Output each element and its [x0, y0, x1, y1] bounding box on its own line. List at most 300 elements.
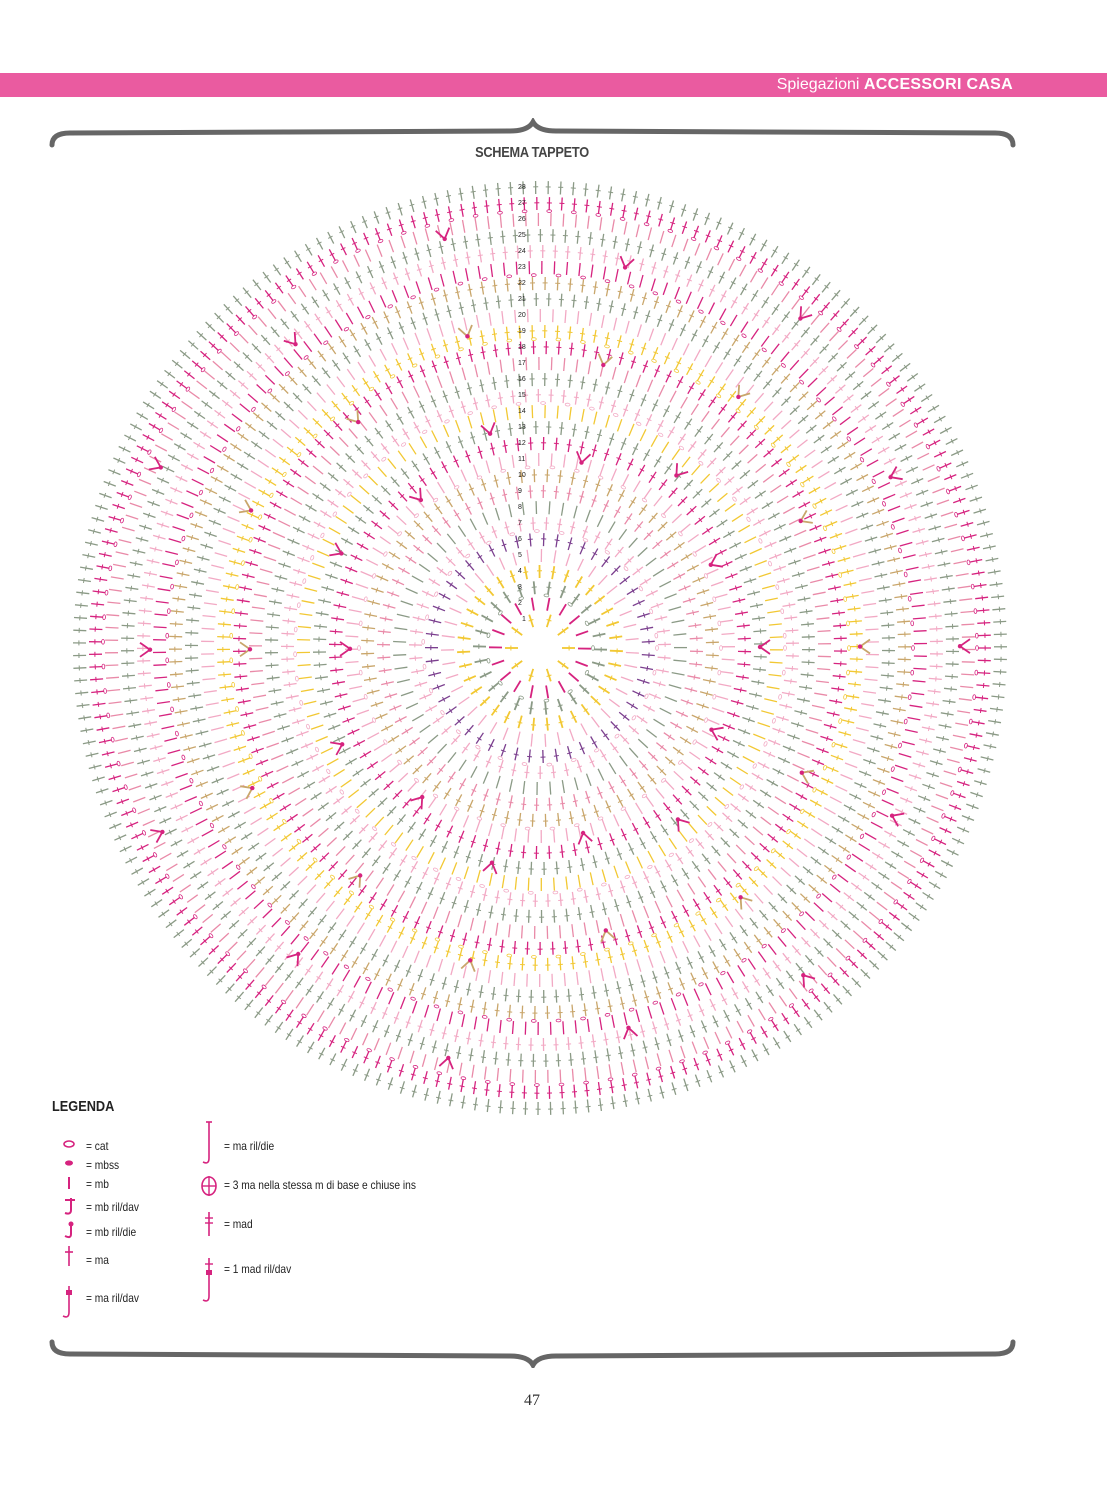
stitch: [425, 228, 428, 241]
stitch: [792, 319, 800, 329]
stitch: [385, 825, 393, 835]
stitch-tick: [664, 629, 665, 634]
stitch: [345, 636, 358, 637]
stitch: [169, 662, 182, 663]
stitch: [204, 603, 217, 605]
stitch: [341, 780, 352, 787]
stitch: [761, 711, 774, 715]
stitch: [817, 669, 830, 670]
stitch: [173, 698, 186, 700]
stitch: [186, 670, 199, 671]
stitch: [556, 438, 557, 451]
stitch-tick: [196, 706, 197, 711]
stitch: [648, 752, 657, 761]
stitch: [499, 558, 504, 570]
stitch: [674, 771, 684, 780]
stitch: [773, 435, 783, 444]
stitch: [749, 877, 758, 887]
stitch: [281, 926, 290, 936]
stitch: [485, 297, 487, 310]
stitch: [247, 938, 256, 947]
stitch: [636, 803, 643, 814]
stitch: [954, 561, 967, 564]
stitch: [311, 793, 322, 800]
stitch: [483, 772, 488, 784]
stitch: [723, 813, 733, 822]
stitch: [272, 918, 281, 927]
stitch-tick: [455, 292, 460, 293]
stitch-tick: [616, 635, 617, 640]
stitch: [333, 796, 343, 804]
stitch-tick: [614, 905, 619, 906]
stitch: [330, 447, 339, 456]
stitch: [432, 526, 441, 536]
stitch: [669, 685, 682, 689]
stitch: [818, 965, 827, 975]
stitch: [796, 465, 807, 472]
stitch: [797, 849, 807, 857]
stitch-tick: [372, 600, 373, 605]
stitch-tick: [828, 561, 829, 566]
stitch: [575, 1020, 576, 1033]
stitch-tick: [503, 866, 508, 867]
stitch: [584, 1003, 586, 1016]
stitch: [218, 674, 231, 675]
stitch: [769, 1003, 776, 1014]
stitch: [555, 749, 557, 762]
stitch: [698, 297, 704, 309]
stitch: [512, 455, 514, 468]
stitch: [636, 375, 641, 387]
stitch-tick: [571, 478, 576, 479]
stitch: [684, 239, 688, 251]
stitch: [283, 620, 296, 621]
stitch: [810, 357, 819, 366]
stitch-tick: [580, 382, 585, 383]
stitch: [265, 375, 274, 384]
stitch: [565, 941, 566, 954]
stitch: [821, 446, 832, 453]
stitch: [629, 538, 638, 548]
stitch-tick: [647, 626, 648, 631]
stitch-tick: [195, 593, 196, 598]
stitch: [815, 411, 825, 419]
stitch: [437, 567, 447, 575]
stitch: [180, 785, 192, 790]
stitch: [413, 232, 417, 245]
stitch: [173, 527, 185, 531]
stitch: [470, 1048, 472, 1061]
stitch: [438, 744, 447, 753]
stitch-tick: [516, 868, 521, 869]
stitch: [614, 318, 617, 331]
stitch: [494, 328, 496, 341]
stitch-tick: [291, 695, 292, 700]
stitch: [291, 934, 299, 944]
stitch-tick: [786, 704, 787, 709]
stitch: [353, 840, 362, 850]
stitch: [223, 528, 235, 533]
stitch: [592, 249, 594, 262]
stitch: [558, 1054, 559, 1067]
stitch-tick: [158, 535, 159, 540]
stitch-tick: [529, 708, 534, 709]
stitch: [832, 826, 843, 833]
stitch: [255, 877, 265, 885]
stitch: [660, 951, 665, 963]
stitch: [389, 501, 398, 510]
stitch-tick: [342, 591, 343, 596]
stitch: [261, 335, 270, 345]
stitch: [164, 738, 177, 741]
stitch: [202, 666, 215, 667]
stitch: [560, 1006, 561, 1019]
stitch: [461, 1079, 463, 1092]
stitch: [413, 1001, 417, 1013]
stitch: [865, 833, 876, 839]
stitch: [908, 718, 921, 720]
stitch: [727, 854, 736, 864]
stitch: [632, 910, 636, 922]
stitch-tick: [483, 960, 488, 961]
stitch: [190, 808, 202, 814]
stitch: [416, 281, 420, 293]
stitch: [563, 1021, 564, 1034]
stitch: [260, 569, 273, 573]
stitch: [526, 357, 527, 370]
stitch: [831, 688, 844, 690]
stitch: [274, 823, 285, 830]
stitch: [138, 623, 151, 624]
stitch: [912, 442, 923, 448]
stitch: [561, 294, 562, 307]
stitch: [291, 498, 302, 505]
stitch: [898, 634, 911, 635]
stitch: [508, 1053, 509, 1066]
stitch: [349, 610, 362, 613]
stitch: [471, 687, 482, 694]
stitch: [352, 957, 359, 968]
stitch: [903, 555, 916, 558]
stitch: [850, 659, 863, 660]
stitch-tick: [621, 308, 626, 309]
stitch: [715, 923, 722, 934]
stitch: [861, 921, 871, 930]
stitch: [275, 983, 283, 993]
stitch: [857, 902, 867, 910]
stitch: [251, 471, 262, 478]
stitch: [204, 457, 215, 463]
stitch: [560, 1070, 561, 1083]
stitch: [481, 412, 484, 425]
stitch: [857, 950, 866, 959]
stitch: [122, 625, 135, 626]
stitch: [576, 662, 588, 667]
stitch: [346, 313, 353, 324]
stitch-tick: [693, 610, 694, 615]
stitch: [331, 266, 337, 277]
stitch: [772, 324, 780, 334]
stitch: [301, 689, 314, 691]
stitch: [237, 881, 247, 889]
stitch: [597, 1002, 599, 1015]
stitch-tick: [443, 295, 448, 296]
stitch: [288, 293, 296, 304]
stitch: [747, 430, 756, 439]
stitch: [572, 956, 573, 969]
stitch: [157, 702, 170, 704]
stitch: [414, 521, 423, 530]
stitch: [608, 917, 611, 930]
stitch: [659, 385, 665, 397]
stitch: [254, 900, 264, 909]
stitch: [217, 662, 230, 663]
stitch-tick: [483, 433, 488, 434]
stitch: [262, 403, 272, 412]
stitch: [594, 281, 596, 294]
stitch: [331, 618, 344, 620]
stitch: [880, 687, 893, 689]
stitch: [406, 588, 418, 593]
stitch: [802, 662, 815, 663]
stitch: [236, 688, 249, 690]
stitch: [810, 580, 823, 583]
stitch-tick: [326, 586, 327, 591]
stitch: [408, 483, 416, 493]
stitch-tick: [835, 586, 836, 591]
stitch: [369, 789, 379, 798]
stitch: [508, 343, 509, 356]
stitch: [531, 734, 532, 747]
stitch: [423, 773, 432, 783]
stitch: [309, 279, 316, 290]
stitch: [900, 543, 913, 547]
stitch: [492, 630, 504, 635]
stitch: [430, 468, 437, 479]
stitch: [187, 895, 198, 903]
stitch: [490, 906, 492, 919]
stitch: [327, 759, 338, 765]
stitch: [820, 323, 829, 333]
stitch: [204, 691, 217, 693]
stitch: [864, 892, 874, 900]
stitch: [273, 439, 283, 447]
stitch: [313, 418, 322, 427]
stitch: [307, 401, 316, 410]
stitch: [268, 544, 280, 549]
stitch: [527, 550, 529, 563]
stitch: [782, 332, 790, 342]
stitch: [395, 667, 408, 669]
stitch: [734, 949, 741, 960]
stitch: [885, 862, 896, 869]
stitch: [597, 1066, 599, 1079]
stitch-tick: [584, 897, 589, 898]
stitch-tick: [492, 814, 497, 815]
stitch: [208, 578, 221, 581]
stitch: [513, 1021, 514, 1034]
stitch: [213, 902, 223, 910]
stitch: [602, 869, 606, 882]
stitch-tick: [202, 556, 203, 561]
stitch-tick: [149, 571, 150, 576]
stitch: [665, 697, 677, 702]
stitch-tick: [507, 899, 512, 900]
stitch: [648, 380, 653, 392]
stitch-tick: [597, 1089, 602, 1090]
stitch: [576, 360, 578, 373]
stitch: [421, 902, 426, 914]
stitch: [507, 279, 508, 292]
stitch-tick: [247, 573, 248, 578]
stitch: [356, 584, 368, 588]
stitch: [466, 268, 469, 281]
stitch: [858, 415, 869, 423]
stitch: [576, 457, 579, 470]
stitch-tick: [652, 1028, 657, 1029]
stitch-tick: [580, 447, 585, 448]
stitch: [514, 681, 521, 692]
stitch: [138, 673, 151, 674]
stitch: [944, 688, 957, 689]
stitch-tick: [560, 852, 565, 853]
stitch: [505, 1037, 506, 1050]
stitch: [394, 628, 407, 630]
stitch: [486, 1083, 488, 1096]
stitch: [272, 895, 281, 904]
stitch: [600, 750, 607, 761]
stitch: [304, 428, 314, 437]
stitch: [821, 984, 829, 994]
stitch: [789, 858, 799, 866]
stitch: [342, 806, 352, 814]
stitch: [801, 674, 814, 675]
stitch-tick: [903, 682, 904, 687]
stitch: [304, 341, 312, 351]
stitch: [669, 488, 678, 498]
stitch: [648, 1006, 652, 1018]
stitch: [251, 818, 262, 825]
stitch: [256, 707, 269, 710]
stitch: [428, 553, 438, 561]
stitch: [832, 407, 842, 415]
stitch: [528, 830, 529, 843]
stitch: [256, 362, 265, 371]
stitch: [433, 716, 444, 724]
stitch: [521, 1054, 522, 1067]
stitch-tick: [500, 946, 505, 947]
stitch: [235, 613, 248, 615]
stitch-tick: [493, 350, 498, 351]
stitch: [655, 901, 660, 913]
stitch: [758, 868, 767, 877]
stitch: [882, 663, 895, 664]
stitch-tick: [274, 688, 275, 693]
stitch: [767, 860, 777, 869]
stitch: [284, 402, 293, 411]
stitch-tick: [480, 659, 481, 664]
stitch: [726, 1027, 732, 1039]
stitch-tick: [632, 1000, 637, 1001]
stitch: [811, 829, 822, 836]
stitch: [278, 301, 286, 311]
stitch: [239, 857, 250, 865]
stitch: [433, 907, 438, 919]
stitch: [233, 505, 245, 511]
stitch: [572, 472, 575, 485]
stitch: [142, 585, 155, 587]
stitch-tick: [885, 698, 886, 703]
stitch: [764, 699, 777, 702]
stitch: [698, 767, 708, 775]
stitch: [289, 420, 299, 429]
stitch: [693, 899, 700, 910]
stitch-tick: [445, 1001, 450, 1002]
stitch: [375, 772, 385, 780]
stitch-tick: [580, 865, 585, 866]
stitch-tick: [570, 527, 575, 528]
stitch-tick: [470, 1006, 475, 1007]
stitch: [755, 439, 765, 448]
stitch: [518, 1037, 519, 1050]
stitch: [124, 600, 137, 602]
stitch-tick: [585, 1090, 590, 1091]
stitch-tick: [613, 939, 618, 940]
stitch: [403, 338, 408, 350]
stitch: [252, 344, 261, 353]
stitch: [660, 1002, 664, 1014]
stitch: [639, 505, 647, 515]
stitch: [579, 263, 580, 276]
stitch: [906, 431, 917, 438]
stitch: [564, 358, 565, 371]
stitch: [391, 398, 398, 409]
stitch: [570, 729, 574, 741]
stitch-tick: [848, 719, 849, 724]
stitch-tick: [830, 724, 831, 729]
stitch: [372, 856, 380, 866]
stitch: [681, 1046, 685, 1058]
stitch: [346, 662, 359, 663]
stitch-tick: [948, 711, 949, 716]
stitch-tick: [554, 491, 559, 492]
stitch: [771, 1020, 778, 1031]
stitch: [548, 582, 550, 595]
stitch: [585, 1068, 586, 1081]
stitch: [866, 667, 879, 668]
stitch: [834, 467, 845, 474]
stitch-tick: [601, 942, 606, 943]
stitch: [755, 561, 767, 566]
stitch: [352, 385, 360, 396]
stitch: [613, 367, 616, 380]
stitch: [498, 296, 500, 309]
stitch: [704, 892, 711, 903]
stitch-tick: [240, 674, 241, 679]
stitch-tick: [804, 597, 805, 602]
stitch-tick: [147, 584, 148, 589]
stitch-tick: [144, 683, 145, 688]
stitch: [558, 813, 559, 826]
stitch: [882, 800, 894, 805]
stitch: [320, 853, 329, 862]
stitch: [320, 273, 327, 284]
stitch-tick: [791, 679, 792, 684]
stitch: [379, 670, 392, 672]
stitch-tick: [225, 685, 226, 690]
stitch: [753, 349, 761, 360]
stitch: [825, 483, 836, 489]
